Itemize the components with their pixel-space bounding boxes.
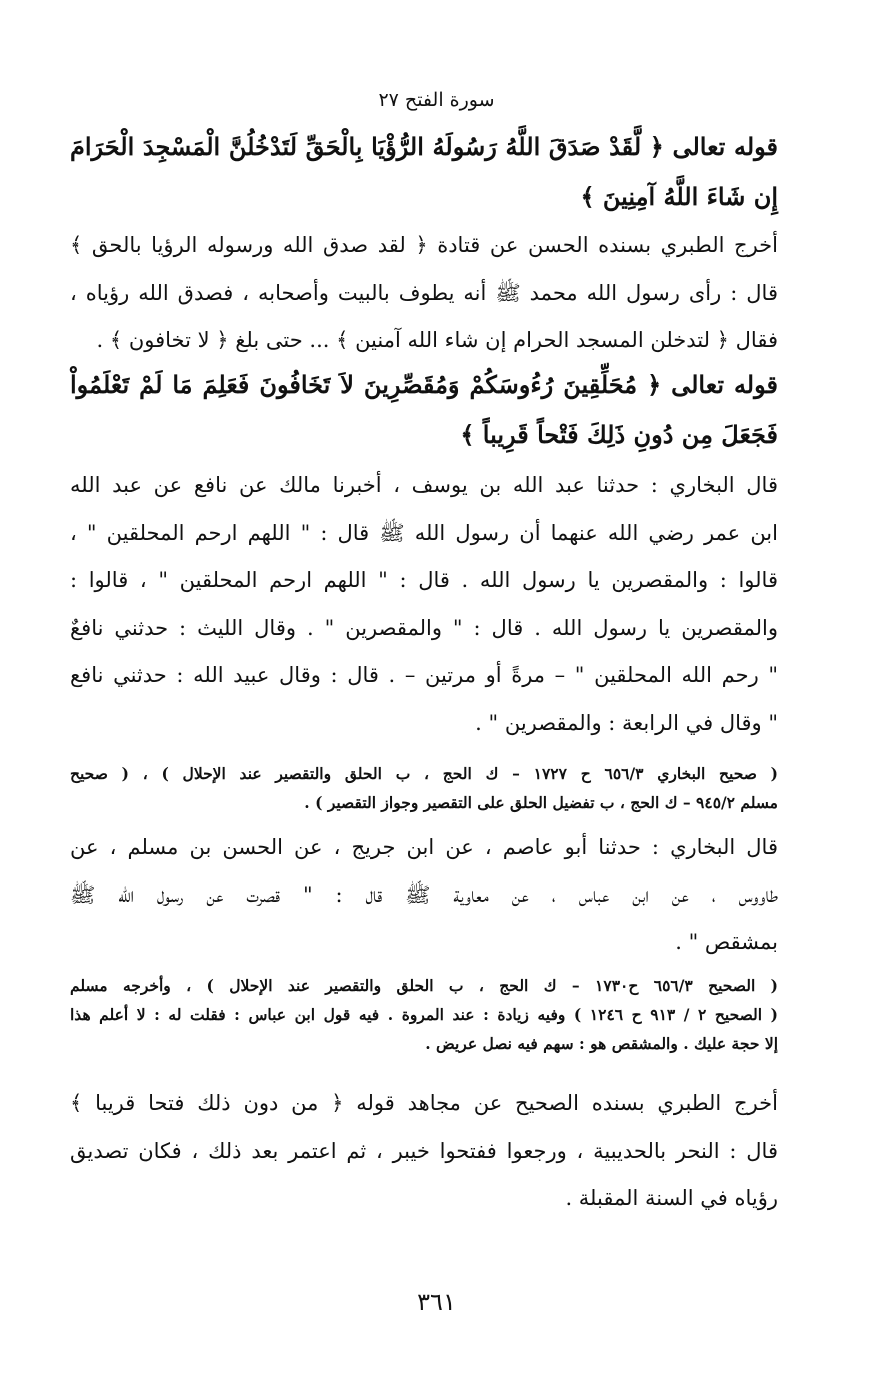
running-head: سورة الفتح ٢٧	[378, 89, 495, 111]
paragraph-line: " رحم الله المحلقين " – مرةً أو مرتين – . قال : وقال عبيد الله : حدثني نافع	[70, 663, 778, 687]
verse-line: إِن شَاءَ اللَّهُ آمِنِينَ ﴾	[580, 182, 778, 211]
paragraph-line: والمقصرين يا رسول الله . قال : " والمقصرين " . وقال الليث : حدثني نافعٌ	[70, 615, 778, 640]
verse-line: فَجَعَلَ مِن دُونِ ذَلِكَ فَتْحاً قَرِيباً ﴾	[460, 420, 778, 449]
verse-heading	[70, 360, 778, 460]
paragraph-line: قال : النحر بالحديبية ، ورجعوا ففتحوا خيبر ، ثم اعتمر بعد ذلك ، فكان تصديق	[70, 1138, 778, 1163]
commentary-paragraph	[70, 1080, 778, 1223]
page-number: ٣٦١	[417, 1288, 456, 1316]
commentary-paragraph	[70, 222, 778, 365]
verse-line: قوله تعالى ﴿ لَّقَدْ صَدَقَ اللَّهُ رَسُولَهُ الرُّؤْيَا بِالْحَقِّ لَتَدْخُلُنَّ الْمَسْجِدَ الْحَرَامَ	[70, 132, 778, 161]
paragraph-line: قال : رأى رسول الله محمد ﷺ أنه يطوف بالبيت وأصحابه ، فصدق الله رؤياه ،	[70, 280, 778, 305]
commentary-paragraph	[70, 462, 778, 747]
note-line: ( الصحيح ٦٥٦/٣ ح١٧٣٠ – ك الحج ، ب الحلق والتقصير عند الإحلال ) ، وأخرجه مسلم	[70, 976, 779, 995]
note-line: إلا حجة عليك . والمشقص هو : سهم فيه نصل عريض .	[425, 1034, 778, 1053]
paragraph-line: " وقال في الرابعة : والمقصرين " .	[475, 710, 778, 735]
note-line: ( الصحيح ٢ / ٩١٣ ح ١٢٤٦ ) وفيه زيادة : عند المروة . فيه قول ابن عباس : فقلت له : لا أعلم هذا	[70, 1005, 778, 1024]
paragraph-line: بمشقص " .	[675, 930, 778, 954]
verse-heading	[70, 122, 778, 222]
paragraph-line: طاووس ، عن ابن عباس ، عن معاوية ﷺ قال : " قصرت عن رسول الله ﷺ	[70, 882, 778, 907]
commentary-paragraph	[70, 824, 778, 967]
note-line: مسلم ٩٤٥/٢ – ك الحج ، ب تفضيل الحلق على التقصير وجواز التقصير ) .	[304, 793, 778, 812]
paragraph-line: أخرج الطبري بسنده الحسن عن قتادة ﴿ لقد صدق الله ورسوله الرؤيا بالحق ﴾	[70, 233, 778, 257]
citation-note	[70, 759, 778, 817]
paragraph-line: قال البخاري : حدثنا عبد الله بن يوسف ، أخبرنا مالك عن نافع عن عبد الله	[70, 473, 778, 497]
paragraph-line: فقال ﴿ لتدخلن المسجد الحرام إن شاء الله آمنين ﴾ ... حتى بلغ ﴿ لا تخافون ﴾ .	[96, 328, 778, 352]
paragraph-line: رؤياه في السنة المقبلة .	[565, 1186, 778, 1210]
paragraph-line: قال البخاري : حدثنا أبو عاصم ، عن ابن جريج ، عن الحسن بن مسلم ، عن	[70, 835, 778, 859]
verse-line: قوله تعالى ﴿ مُحَلِّقِينَ رُءُوسَكُمْ وَمُقَصِّرِينَ لاَ تَخَافُونَ فَعَلِمَ مَا لَمْ تَعْلَمُواْ	[70, 370, 778, 399]
citation-note	[70, 971, 778, 1058]
paragraph-line: قالوا : والمقصرين يا رسول الله . قال : " اللهم ارحم المحلقين " ، قالوا :	[70, 568, 778, 592]
paragraph-line: ابن عمر رضي الله عنهما أن رسول الله ﷺ قال : " اللهم ارحم المحلقين " ،	[70, 520, 778, 545]
paragraph-line: أخرج الطبري بسنده الصحيح عن مجاهد قوله ﴿ من دون ذلك فتحا قريبا ﴾	[70, 1091, 778, 1115]
note-line: ( صحيح البخاري ٦٥٦/٣ ح ١٧٢٧ – ك الحج ، ب الحلق والتقصير عند الإحلال ) ، ( صحيح	[70, 764, 778, 783]
